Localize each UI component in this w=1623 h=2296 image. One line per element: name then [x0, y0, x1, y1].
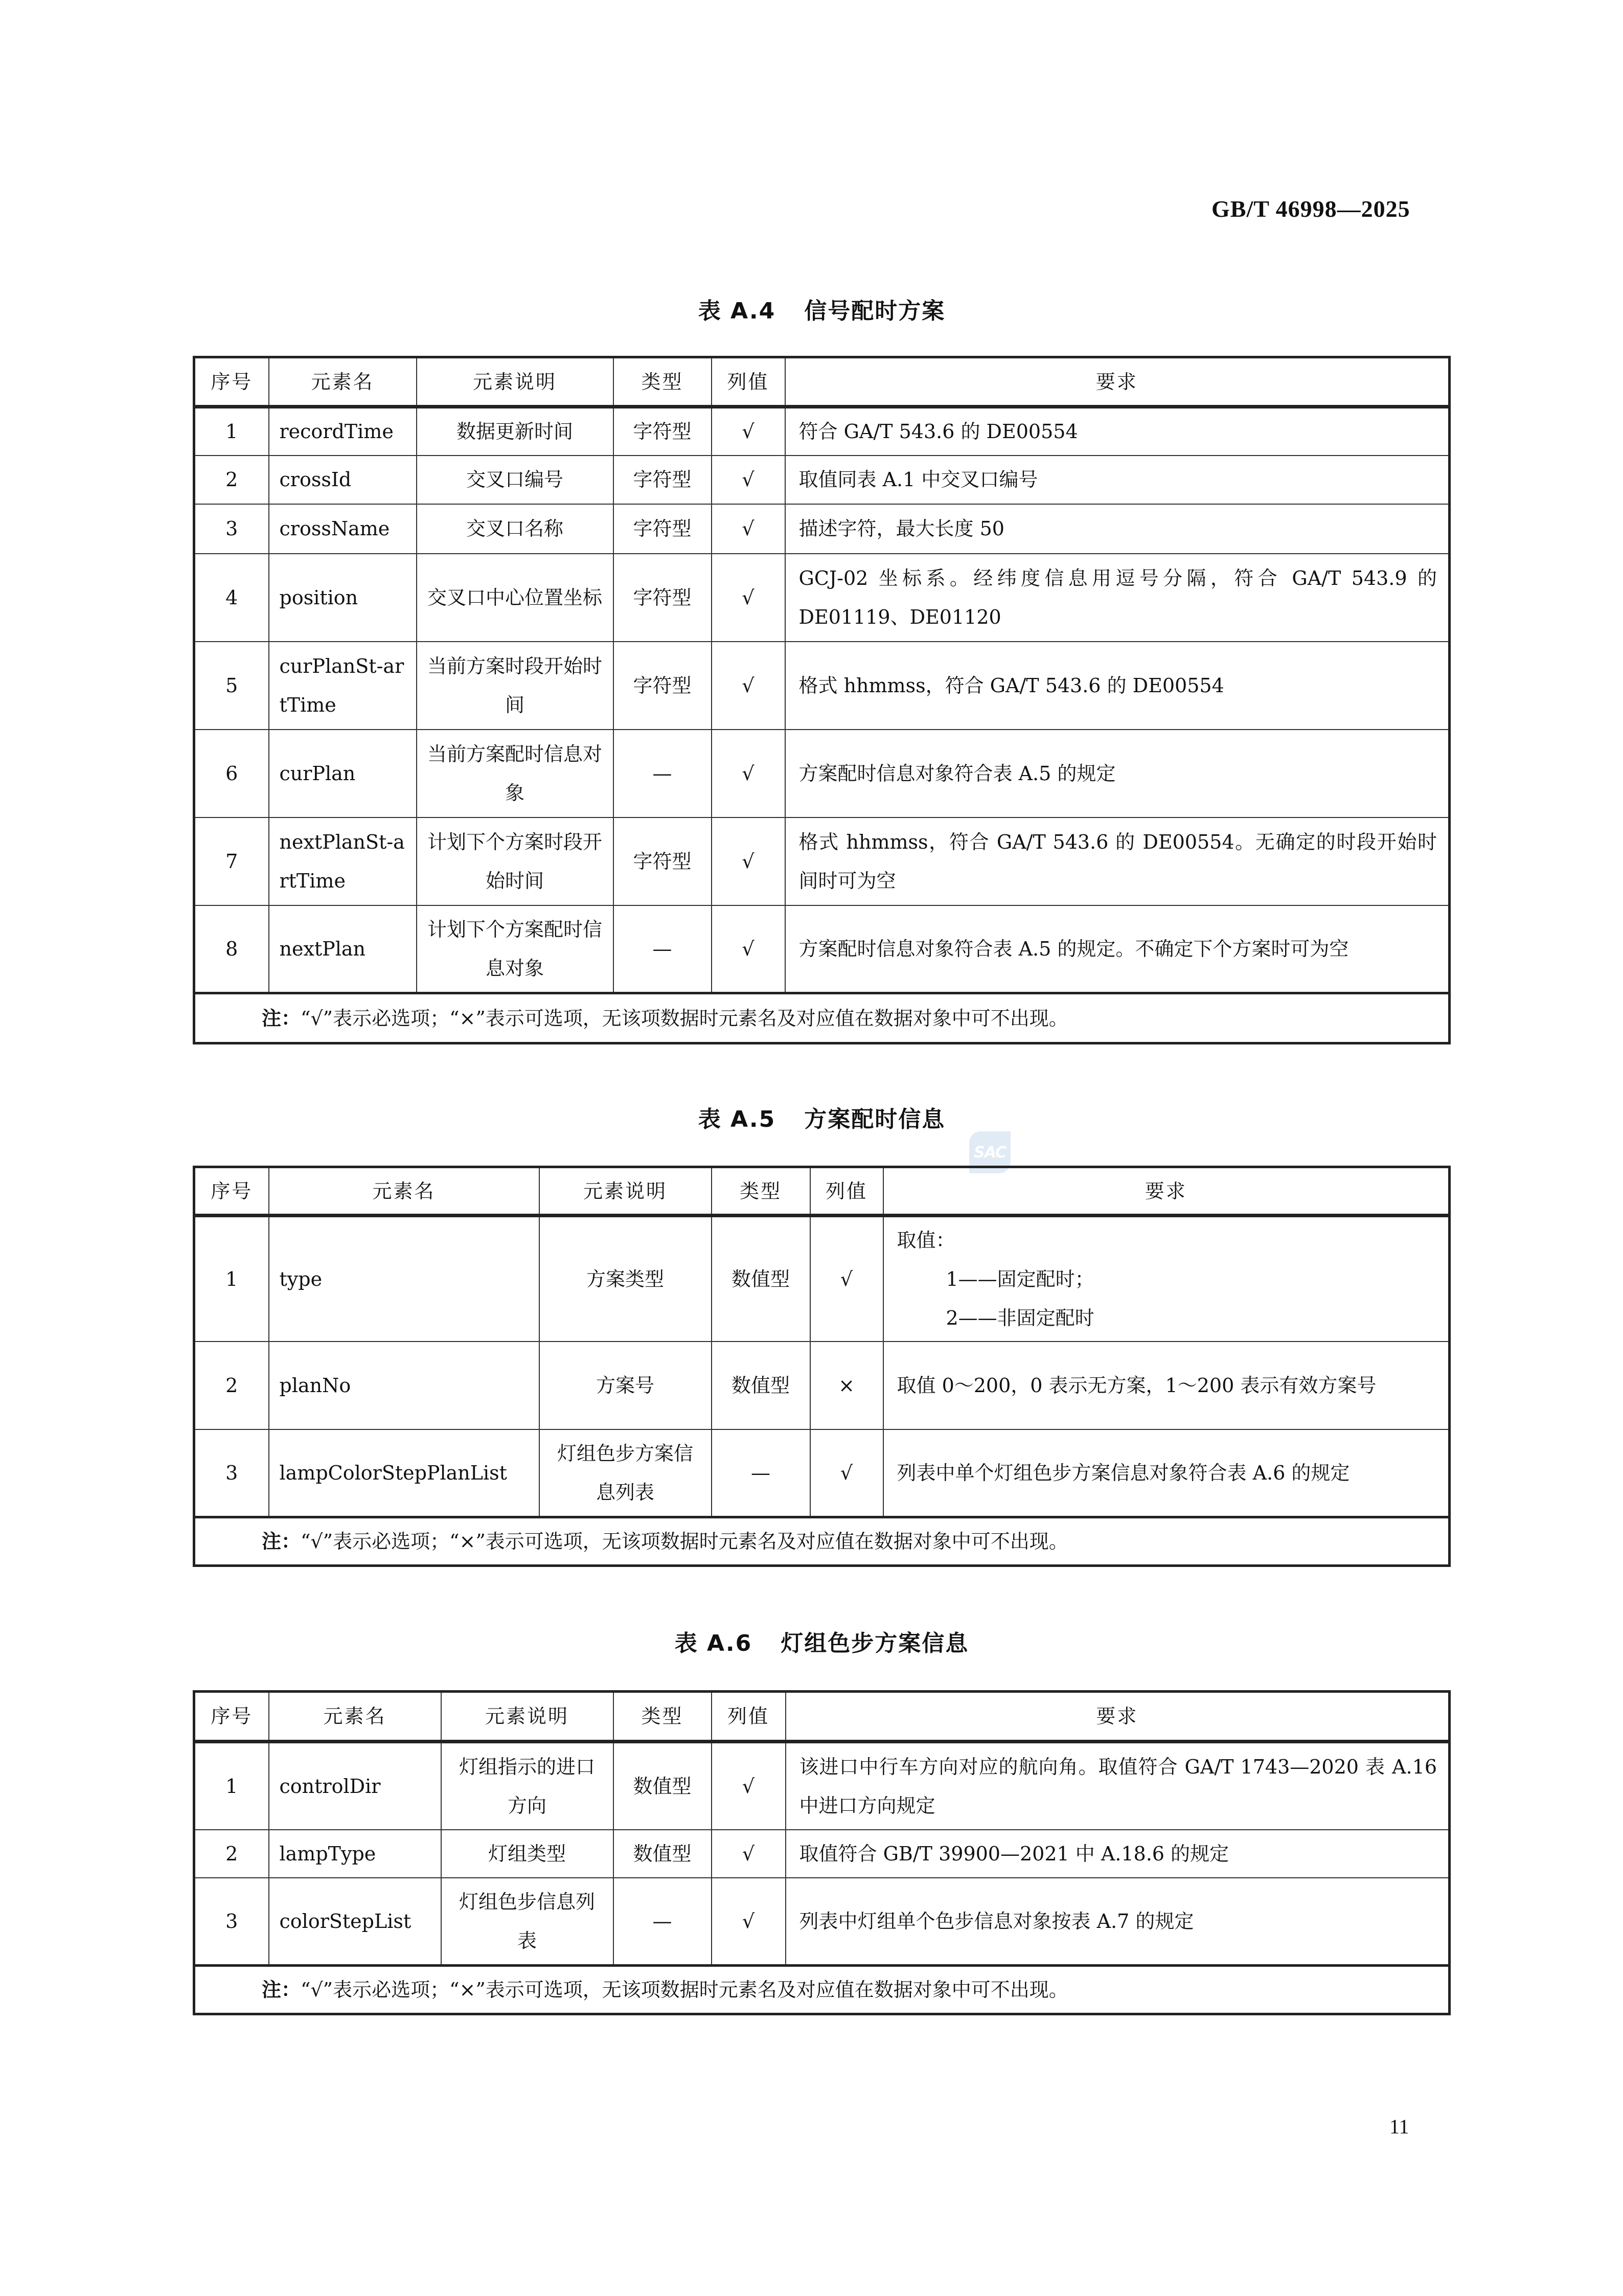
- cell-value: ×: [810, 1342, 883, 1429]
- cell-name: planNo: [269, 1342, 539, 1429]
- cell-name: position: [269, 554, 417, 642]
- cell-desc: 灯组色步方案信息列表: [539, 1429, 712, 1517]
- col-header-desc: 元素说明: [441, 1692, 613, 1742]
- cell-no: 7: [194, 817, 269, 905]
- cell-name: crossName: [269, 504, 417, 554]
- table-note-row: [194, 1517, 1450, 1566]
- cell-value: √: [712, 554, 785, 642]
- cell-req: 取值符合 GB/T 39900—2021 中 A.18.6 的规定: [786, 1830, 1450, 1878]
- cell-value: √: [712, 1830, 786, 1878]
- cell-req: 描述字符，最大长度 50: [785, 504, 1450, 554]
- col-header-no: 序号: [194, 1692, 269, 1742]
- cell-type: 字符型: [613, 817, 712, 905]
- cell-req: GCJ-02 坐标系。经纬度信息用逗号分隔，符合 GA/T 543.9 的 DE01119、DE01120: [785, 554, 1450, 642]
- cell-no: 2: [194, 1342, 269, 1429]
- note-label: 注：: [262, 1530, 301, 1553]
- table-a5-label: 表 A.5: [698, 1106, 776, 1132]
- cell-value: √: [712, 817, 785, 905]
- cell-name: colorStepList: [269, 1878, 441, 1966]
- cell-req: 格式 hhmmss，符合 GA/T 543.6 的 DE00554: [785, 642, 1450, 730]
- note-body: “√”表示必选项；“×”表示可选项，无该项数据时元素名及对应值在数据对象中可不出现。: [301, 1007, 1068, 1030]
- cell-type: —: [613, 730, 712, 817]
- table-a6: [193, 1690, 1451, 2015]
- table-header-row: [194, 1167, 1450, 1216]
- col-header-req: 要求: [883, 1167, 1450, 1216]
- table-note: [194, 1517, 1450, 1566]
- cell-type: 数值型: [712, 1342, 810, 1429]
- cell-value: √: [712, 407, 785, 456]
- table-note: [194, 993, 1450, 1043]
- cell-name: recordTime: [269, 407, 417, 456]
- col-header-value: 列值: [712, 1692, 786, 1742]
- cell-no: 4: [194, 554, 269, 642]
- table-row: [194, 456, 1450, 504]
- table-a5-title: [193, 1101, 1451, 1133]
- cell-value: √: [712, 730, 785, 817]
- cell-req: 方案配时信息对象符合表 A.5 的规定。不确定下个方案时可为空: [785, 905, 1450, 993]
- cell-req: 方案配时信息对象符合表 A.5 的规定: [785, 730, 1450, 817]
- cell-type: —: [613, 1878, 712, 1966]
- table-row: [194, 1342, 1450, 1429]
- cell-desc: 灯组类型: [441, 1830, 613, 1878]
- col-header-value: 列值: [712, 357, 785, 407]
- cell-type: 数值型: [712, 1216, 810, 1342]
- col-header-desc: 元素说明: [539, 1167, 712, 1216]
- table-row: [194, 554, 1450, 642]
- cell-req: [883, 1216, 1450, 1342]
- note-label: 注：: [262, 1007, 301, 1030]
- cell-no: 6: [194, 730, 269, 817]
- cell-type: 数值型: [613, 1830, 712, 1878]
- cell-name: curPlanSt-artTime: [269, 642, 417, 730]
- cell-no: 2: [194, 456, 269, 504]
- cell-value: √: [712, 642, 785, 730]
- cell-type: —: [613, 905, 712, 993]
- cell-name: curPlan: [269, 730, 417, 817]
- cell-name: lampColorStepPlanList: [269, 1429, 539, 1517]
- cell-value: √: [712, 504, 785, 554]
- col-header-value: 列值: [810, 1167, 883, 1216]
- table-a6-title: [193, 1625, 1451, 1657]
- cell-req: 取值 0～200，0 表示无方案，1～200 表示有效方案号: [883, 1342, 1450, 1429]
- note-body: “√”表示必选项；“×”表示可选项，无该项数据时元素名及对应值在数据对象中可不出现。: [301, 1530, 1068, 1553]
- col-header-name: 元素名: [269, 1167, 539, 1216]
- cell-desc: 交叉口中心位置坐标: [417, 554, 613, 642]
- table-a5: [193, 1166, 1451, 1567]
- cell-no: 5: [194, 642, 269, 730]
- cell-type: 字符型: [613, 642, 712, 730]
- cell-type: 字符型: [613, 407, 712, 456]
- col-header-name: 元素名: [269, 1692, 441, 1742]
- cell-req: 格式 hhmmss，符合 GA/T 543.6 的 DE00554。无确定的时段开始时间时可为空: [785, 817, 1450, 905]
- table-row: [194, 817, 1450, 905]
- table-row: [194, 504, 1450, 554]
- cell-desc: 方案类型: [539, 1216, 712, 1342]
- table-note-row: [194, 993, 1450, 1043]
- cell-name: type: [269, 1216, 539, 1342]
- cell-value: √: [810, 1429, 883, 1517]
- table-note: [194, 1966, 1450, 2014]
- cell-req: 符合 GA/T 543.6 的 DE00554: [785, 407, 1450, 456]
- note-label: 注：: [262, 1979, 301, 2001]
- cell-value: √: [712, 1878, 786, 1966]
- cell-type: 字符型: [613, 554, 712, 642]
- table-row: [194, 730, 1450, 817]
- cell-no: 1: [194, 407, 269, 456]
- col-header-type: 类型: [613, 1692, 712, 1742]
- col-header-type: 类型: [613, 357, 712, 407]
- cell-name: lampType: [269, 1830, 441, 1878]
- cell-req: 取值同表 A.1 中交叉口编号: [785, 456, 1450, 504]
- cell-no: 3: [194, 1429, 269, 1517]
- cell-no: 1: [194, 1742, 269, 1830]
- cell-req: 列表中灯组单个色步信息对象按表 A.7 的规定: [786, 1878, 1450, 1966]
- cell-no: 8: [194, 905, 269, 993]
- cell-no: 3: [194, 504, 269, 554]
- cell-desc: 计划下个方案时段开始时间: [417, 817, 613, 905]
- table-note-row: [194, 1966, 1450, 2014]
- col-header-no: 序号: [194, 357, 269, 407]
- cell-type: 数值型: [613, 1742, 712, 1830]
- table-a4: [193, 356, 1451, 1044]
- table-row: [194, 1216, 1450, 1342]
- table-a4-title: [193, 292, 1451, 325]
- table-row: [194, 905, 1450, 993]
- col-header-name: 元素名: [269, 357, 417, 407]
- req-item: 2——非固定配时: [946, 1306, 1094, 1329]
- cell-type: —: [712, 1429, 810, 1517]
- table-row: [194, 1742, 1450, 1830]
- col-header-desc: 元素说明: [417, 357, 613, 407]
- table-row: [194, 1830, 1450, 1878]
- table-a6-label: 表 A.6: [674, 1630, 752, 1656]
- req-intro: 取值：: [897, 1229, 955, 1252]
- cell-desc: 当前方案时段开始时间: [417, 642, 613, 730]
- cell-desc: 灯组色步信息列表: [441, 1878, 613, 1966]
- table-a5-name: 方案配时信息: [804, 1106, 946, 1132]
- cell-type: 字符型: [613, 456, 712, 504]
- col-header-type: 类型: [712, 1167, 810, 1216]
- cell-desc: 方案号: [539, 1342, 712, 1429]
- cell-value: √: [712, 456, 785, 504]
- table-row: [194, 642, 1450, 730]
- cell-value: √: [810, 1216, 883, 1342]
- col-header-req: 要求: [786, 1692, 1450, 1742]
- cell-req: 该进口中行车方向对应的航向角。取值符合 GA/T 1743—2020 表 A.16 中进口方向规定: [786, 1742, 1450, 1830]
- cell-desc: 灯组指示的进口方向: [441, 1742, 613, 1830]
- cell-desc: 交叉口编号: [417, 456, 613, 504]
- cell-desc: 交叉口名称: [417, 504, 613, 554]
- cell-no: 3: [194, 1878, 269, 1966]
- cell-req: 列表中单个灯组色步方案信息对象符合表 A.6 的规定: [883, 1429, 1450, 1517]
- page-number: 11: [1389, 2115, 1409, 2138]
- cell-name: controlDir: [269, 1742, 441, 1830]
- table-header-row: [194, 357, 1450, 407]
- cell-type: 字符型: [613, 504, 712, 554]
- table-row: [194, 1878, 1450, 1966]
- cell-name: nextPlanSt-artTime: [269, 817, 417, 905]
- table-header-row: [194, 1692, 1450, 1742]
- sac-watermark-logo: SAC: [969, 1131, 1011, 1173]
- note-body: “√”表示必选项；“×”表示可选项，无该项数据时元素名及对应值在数据对象中可不出现。: [301, 1979, 1068, 2001]
- cell-no: 1: [194, 1216, 269, 1342]
- table-a6-name: 灯组色步方案信息: [781, 1630, 969, 1656]
- table-row: [194, 1429, 1450, 1517]
- col-header-req: 要求: [785, 357, 1450, 407]
- req-item: 1——固定配时；: [946, 1267, 1094, 1290]
- standard-code: GB/T 46998—2025: [1211, 196, 1410, 222]
- cell-name: crossId: [269, 456, 417, 504]
- col-header-no: 序号: [194, 1167, 269, 1216]
- cell-desc: 当前方案配时信息对象: [417, 730, 613, 817]
- cell-desc: 数据更新时间: [417, 407, 613, 456]
- cell-value: √: [712, 1742, 786, 1830]
- cell-name: nextPlan: [269, 905, 417, 993]
- table-a4-name: 信号配时方案: [804, 298, 946, 324]
- table-a4-label: 表 A.4: [698, 298, 776, 324]
- table-row: [194, 407, 1450, 456]
- cell-value: √: [712, 905, 785, 993]
- cell-no: 2: [194, 1830, 269, 1878]
- cell-desc: 计划下个方案配时信息对象: [417, 905, 613, 993]
